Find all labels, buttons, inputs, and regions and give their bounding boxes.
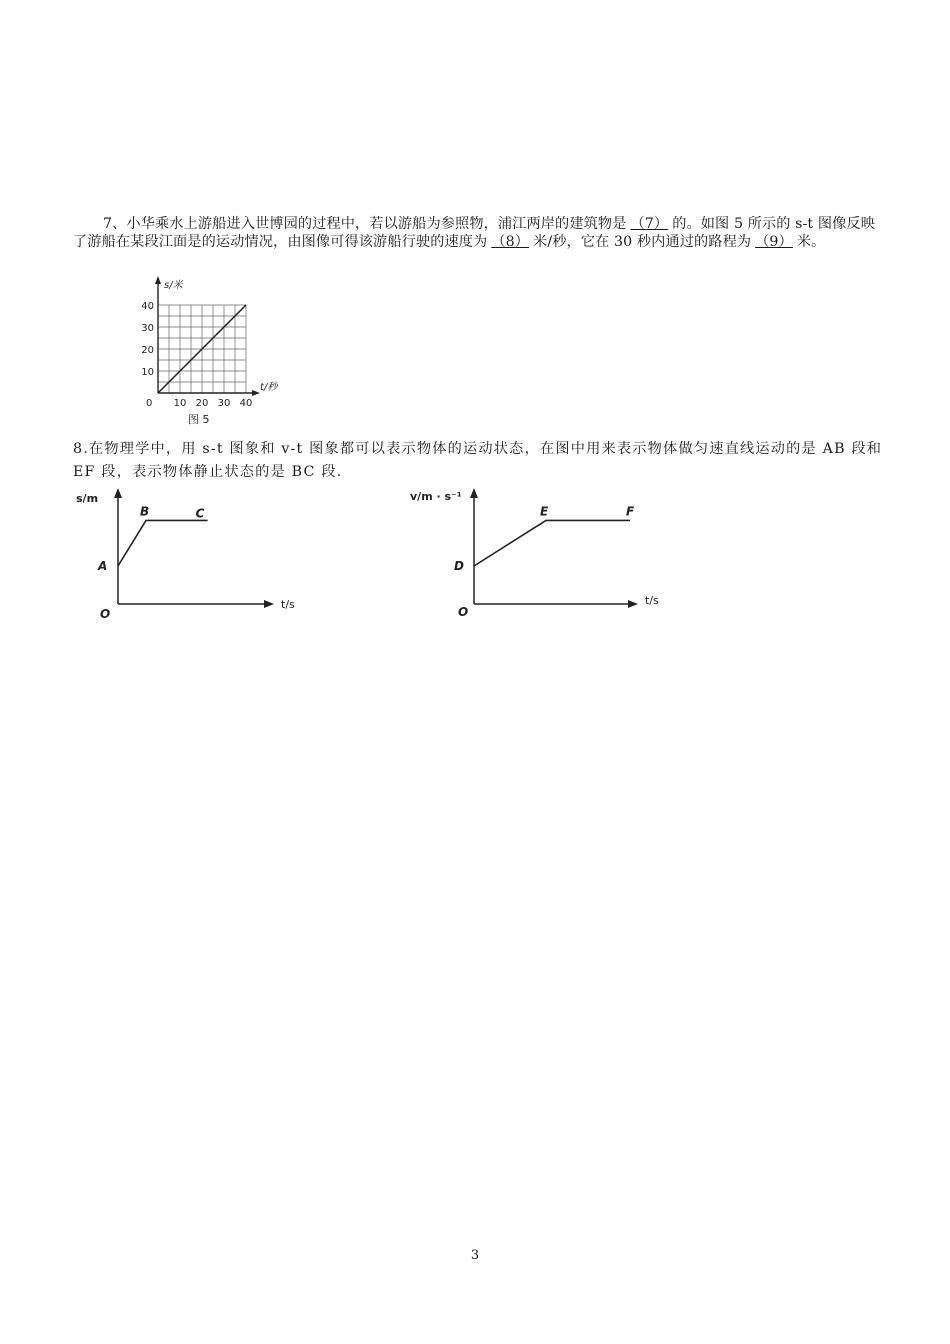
point-label-c: C <box>195 506 205 521</box>
x-axis-arrow <box>628 600 638 608</box>
q7-text-2: 的。如图 5 所示的 s-t 图像反映了游船在某段江面是的运动情况，由图像可得该游船行驶的速度为 <box>73 216 875 250</box>
y-tick-label: 20 <box>141 345 154 356</box>
y-axis-arrow <box>114 488 122 498</box>
x-tick-label: 20 <box>195 398 209 409</box>
x-axis-label: t/秒 <box>260 382 278 393</box>
point-label-b: B <box>140 504 150 519</box>
point-label-e: E <box>540 504 549 519</box>
y-axis-label: v/m · s⁻¹ <box>410 490 462 503</box>
x-axis-arrow <box>264 600 274 608</box>
point-label-f: F <box>626 504 635 519</box>
origin-label: 0 <box>146 398 153 409</box>
question-8: 8.在物理学中，用 s-t 图象和 v-t 图象都可以表示物体的运动状态，在图中用来表示物体做匀速直线运动的是 AB 段和 EF 段，表示物体静止状态的是 BC 段. <box>73 441 883 480</box>
q7-text-3: 米/秒，它在 30 秒内通过的路程为 <box>533 233 752 250</box>
blank-7: （7） <box>630 216 669 232</box>
y-tick-label: 30 <box>141 323 154 334</box>
question-7 <box>73 216 883 251</box>
figure-5-st-chart <box>128 274 298 434</box>
y-tick-label: 40 <box>141 301 154 312</box>
x-tick-label: 10 <box>173 398 187 409</box>
v-t-line <box>474 520 630 566</box>
y-axis-arrow <box>470 488 478 498</box>
q7-text-4: 米。 <box>796 233 826 250</box>
s-t-graph <box>76 484 295 624</box>
y-axis-label: s/m <box>76 492 99 505</box>
y-axis-label: s/米 <box>164 280 183 291</box>
q7-text-1: 7、小华乘水上游船进入世博园的过程中，若以游船为参照物，浦江两岸的建筑物是 <box>103 216 627 232</box>
point-label-d: D <box>454 559 464 573</box>
y-tick-label: 10 <box>141 367 154 378</box>
x-tick-label: 30 <box>217 398 231 409</box>
origin-label: O <box>100 607 111 621</box>
x-axis-label: t/s <box>281 598 295 611</box>
x-tick-label: 40 <box>239 398 253 409</box>
origin-label: O <box>458 605 469 619</box>
page-number: 3 <box>470 1248 480 1263</box>
v-t-graph <box>410 484 680 624</box>
s-t-line <box>118 520 208 566</box>
x-axis-arrow <box>252 390 260 396</box>
blank-8: （8） <box>491 233 530 250</box>
x-axis-label: t/s <box>645 594 659 607</box>
y-axis-arrow <box>155 276 161 284</box>
figure-caption: 图 5 <box>188 413 210 426</box>
blank-9: （9） <box>755 233 793 250</box>
point-label-a: A <box>98 559 108 573</box>
